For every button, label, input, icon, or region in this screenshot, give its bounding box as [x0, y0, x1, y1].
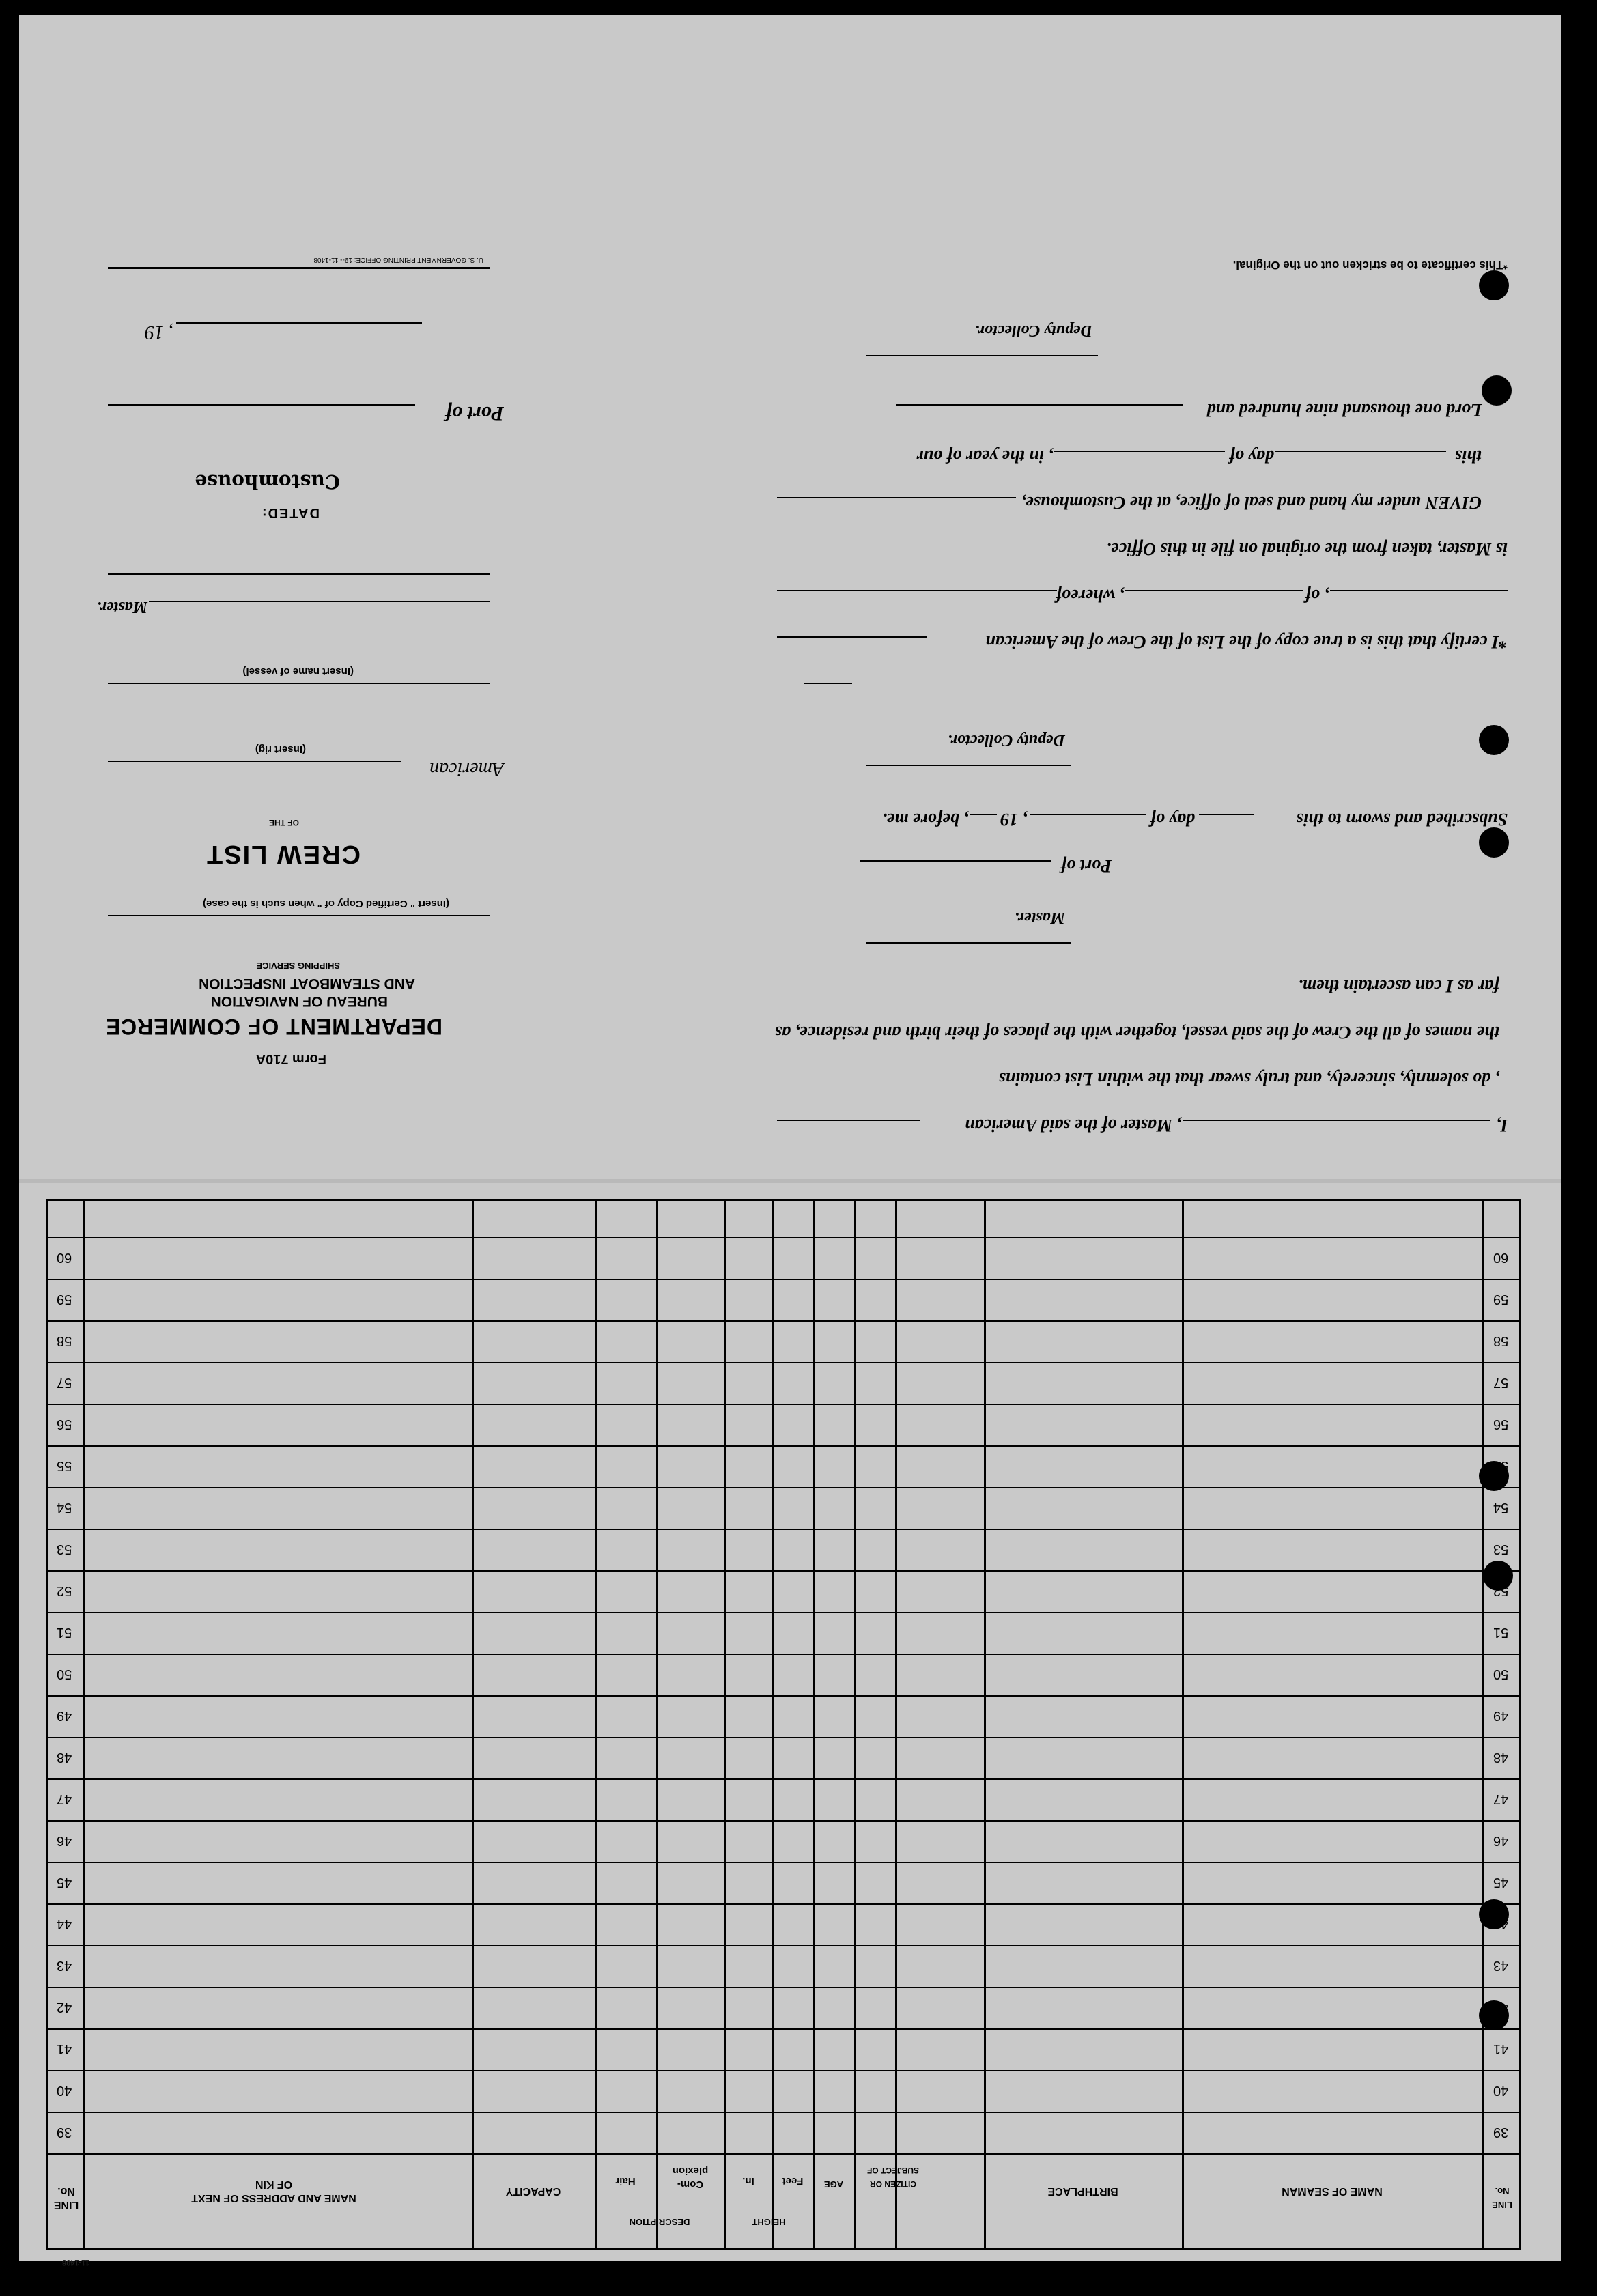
line-number-left: 44 — [57, 1916, 72, 1931]
table-row — [48, 1362, 1519, 1363]
cover-year: , 19 — [145, 322, 173, 343]
line-number-right: 39 — [1493, 2125, 1509, 2140]
oath-master-signature: Master. — [1014, 909, 1065, 926]
certify-line: *I certify that this is a true copy of the List of the Crew of the American — [985, 632, 1508, 652]
line-number-right: 54 — [1493, 1500, 1509, 1515]
header-birthplace: BIRTHPLACE — [1047, 2185, 1118, 2197]
header-line-no-right: LINE No. — [1492, 2186, 1512, 2210]
line-number-right: 40 — [1493, 2083, 1509, 2098]
line-number-left: 39 — [57, 2125, 72, 2140]
line-number-left: 55 — [57, 1458, 72, 1473]
header-citizen: CITIZEN OR SUBJECT OF — [867, 2166, 920, 2189]
certify-day-of: day of — [1229, 447, 1274, 466]
table-row — [48, 1945, 1519, 1946]
oath-port-of: Port of — [1060, 856, 1112, 876]
line-number-left: 59 — [57, 1292, 72, 1307]
oath-deputy-collector: Deputy Collector. — [948, 731, 1065, 749]
table-row — [48, 1737, 1519, 1738]
header-capacity: CAPACITY — [505, 2185, 561, 2197]
footnote: *This certificate to be stricken out on the Original. — [1232, 259, 1508, 272]
certify-given: GIVEN under my hand and seal of office, at the Customhouse, — [1021, 493, 1482, 513]
table-row — [48, 1320, 1519, 1322]
line-number-left: 58 — [57, 1333, 72, 1348]
header-age: AGE — [823, 2179, 844, 2189]
header-height: HEIGHT — [752, 2217, 786, 2227]
header-hair: Hair — [615, 2175, 636, 2187]
cover-block — [60, 90, 504, 1080]
line-number-right: 42 — [1493, 2000, 1509, 2015]
oath-year19: , 19 — [1000, 810, 1027, 830]
bureau-line2: AND STEAMBOAT INSPECTION — [199, 976, 415, 991]
line-number-left: 53 — [57, 1542, 72, 1557]
table-row — [48, 1279, 1519, 1280]
line-number-right: 60 — [1493, 1250, 1509, 1265]
table-row — [48, 1778, 1519, 1780]
shipping-service: SHIPPING SERVICE — [256, 961, 340, 971]
table-row — [48, 1820, 1519, 1822]
oath-subscribed: Subscribed and sworn to this — [1296, 810, 1508, 830]
dated-label: DATED: — [260, 505, 320, 520]
table-row — [48, 1654, 1519, 1655]
line-number-right: 57 — [1493, 1375, 1509, 1390]
line-number-left: 49 — [57, 1708, 72, 1723]
header-separator — [48, 2153, 1519, 2155]
line-number-right: 41 — [1493, 2041, 1509, 2056]
oath-master-of: , Master of the said American — [965, 1116, 1181, 1135]
table-stamp: 11-1408 — [62, 2258, 89, 2267]
line-number-left: 52 — [57, 1583, 72, 1598]
table-row — [48, 1570, 1519, 1572]
american-label: American — [429, 759, 504, 780]
certify-is-master: is Master, taken from the original on file in this Office. — [1106, 539, 1508, 559]
insert-rig: (Insert rig) — [255, 743, 306, 755]
oath-swear: , do solemnly, sincerely, and truly swear that the within List contains — [998, 1069, 1499, 1089]
table-row — [48, 1237, 1519, 1238]
table-row — [48, 1404, 1519, 1405]
header-complexion: Com- plexion — [672, 2165, 709, 2190]
printer-imprint: U. S. GOVERNMENT PRINTING OFFICE: 19-- 11-1408 — [313, 256, 483, 264]
oath-line4: far as I can ascertain them. — [1298, 976, 1499, 996]
line-number-left: 60 — [57, 1250, 72, 1265]
table-row — [48, 2028, 1519, 2030]
table-row — [48, 1487, 1519, 1488]
certify-lord: Lord one thousand nine hundred and — [1206, 400, 1482, 420]
department-title: DEPARTMENT OF COMMERCE — [104, 1015, 442, 1039]
table-row — [48, 1445, 1519, 1447]
customhouse-label: Customhouse — [195, 470, 340, 493]
cover-port-of: Port of — [445, 402, 504, 425]
certify-deputy-collector: Deputy Collector. — [975, 322, 1092, 339]
line-number-right: 55 — [1493, 1458, 1509, 1473]
line-number-left: 40 — [57, 2083, 72, 2098]
line-number-left: 54 — [57, 1500, 72, 1515]
line-number-left: 41 — [57, 2041, 72, 2056]
of-the: OF THE — [269, 818, 299, 827]
oath-line3: the names of all the Crew of the said vessel, together with the places of their birth and residence, as — [775, 1023, 1499, 1043]
certify-in-year: , in the year of our — [916, 447, 1053, 466]
line-number-right: 51 — [1493, 1625, 1509, 1640]
line-number-right: 48 — [1493, 1750, 1509, 1765]
line-number-left: 56 — [57, 1417, 72, 1432]
certify-of: , of — [1305, 586, 1329, 606]
oath-before-me: , before me. — [882, 810, 968, 830]
line-number-right: 44 — [1493, 1916, 1509, 1931]
line-number-left: 48 — [57, 1750, 72, 1765]
insert-vessel-name: (Insert name of vessel) — [242, 666, 354, 677]
page-fold — [19, 1179, 1561, 1183]
header-feet: Feet — [782, 2175, 804, 2187]
line-number-left: 43 — [57, 1958, 72, 1973]
line-number-right: 59 — [1493, 1292, 1509, 1307]
insert-certified-copy: (Insert " Certified Copy of " when such is the case) — [203, 898, 449, 909]
table-row — [48, 1862, 1519, 1863]
line-number-left: 45 — [57, 1875, 72, 1890]
line-number-right: 53 — [1493, 1542, 1509, 1557]
line-number-right: 50 — [1493, 1667, 1509, 1682]
table-row — [48, 1612, 1519, 1613]
line-number-right: 45 — [1493, 1875, 1509, 1890]
table-row — [48, 1903, 1519, 1905]
cover-master: Master. — [96, 598, 147, 616]
form-number: Form 710A — [255, 1051, 326, 1066]
crew-list-page — [19, 15, 1561, 2267]
line-number-right: 46 — [1493, 1833, 1509, 1848]
header-name-of-seaman: NAME OF SEAMAN — [1282, 2185, 1383, 2197]
table-row — [48, 1695, 1519, 1697]
oath-day-of: day of — [1150, 810, 1195, 830]
line-number-left: 57 — [57, 1375, 72, 1390]
oath-i: I, — [1496, 1116, 1508, 1135]
line-number-left: 42 — [57, 2000, 72, 2015]
line-number-right: 49 — [1493, 1708, 1509, 1723]
line-number-left: 46 — [57, 1833, 72, 1848]
line-number-right: 58 — [1493, 1333, 1509, 1348]
oath-block — [770, 63, 1508, 1148]
certify-whereof: , whereof — [1056, 586, 1124, 606]
crew-table — [46, 1199, 1521, 2267]
line-number-right: 56 — [1493, 1417, 1509, 1432]
certify-this: this — [1454, 447, 1482, 466]
table-row — [48, 2112, 1519, 2113]
line-number-right: 47 — [1493, 1791, 1509, 1806]
header-in: In. — [742, 2175, 754, 2187]
line-number-left: 51 — [57, 1625, 72, 1640]
header-description: DESCRIPTION — [629, 2217, 690, 2227]
table-row — [48, 1987, 1519, 1988]
bureau-line1: BUREAU OF NAVIGATION — [210, 993, 388, 1009]
crew-list-title: CREW LIST — [206, 840, 361, 868]
table-row — [48, 1529, 1519, 1530]
header-next-of-kin: NAME AND ADDRESS OF NEXT OF KIN — [191, 2179, 356, 2204]
table-row — [48, 2070, 1519, 2071]
header-line-no-left: LINE No. — [53, 2185, 79, 2211]
line-number-right: 52 — [1493, 1583, 1509, 1598]
line-number-right: 43 — [1493, 1958, 1509, 1973]
line-number-left: 50 — [57, 1667, 72, 1682]
line-number-left: 47 — [57, 1791, 72, 1806]
